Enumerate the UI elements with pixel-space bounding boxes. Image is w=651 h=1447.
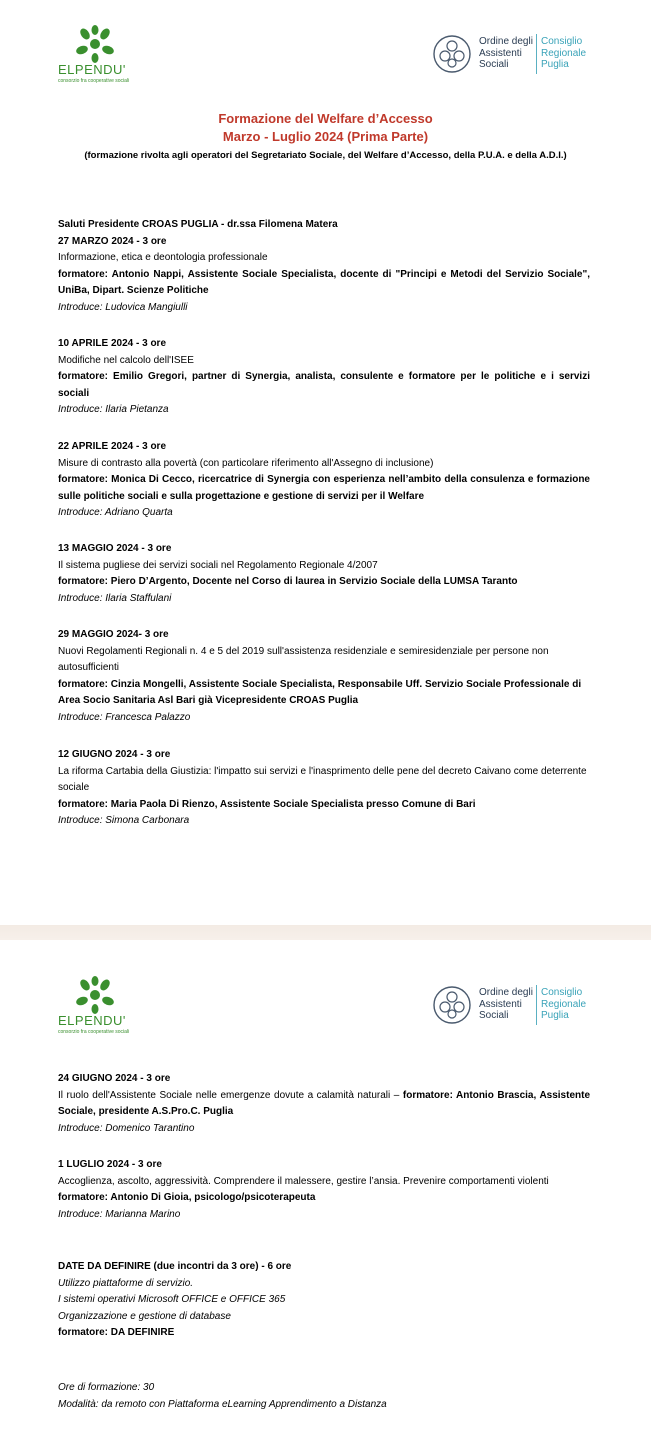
session-date: DATE DA DEFINIRE (due incontri da 3 ore) - 6 ore xyxy=(58,1261,292,1272)
logo-divider xyxy=(536,34,537,74)
ordine-assistenti-sociali-logo xyxy=(432,32,592,82)
page-separator xyxy=(0,925,651,940)
session-topic: Misure di contrasto alla povertà (con particolare riferimento all'Assegno di inclusione) xyxy=(58,457,434,469)
elpendu-logo-tagline: consorzio fra cooperative sociali xyxy=(58,78,130,84)
session-block-6 xyxy=(58,747,590,830)
logo-divider xyxy=(536,985,537,1025)
session-topic: I sistemi operativi Microsoft OFFICE e OFFICE 365 xyxy=(58,1294,286,1306)
document-page-2 xyxy=(0,940,651,1447)
elpendu-logo-tagline: consorzio fra cooperative sociali xyxy=(58,1029,130,1035)
council-line-2: Regionale xyxy=(541,998,587,1010)
session-date: 10 APRILE 2024 - 3 ore xyxy=(58,338,167,349)
session-date: 13 MAGGIO 2024 - 3 ore xyxy=(58,543,172,554)
council-line-3: Puglia xyxy=(541,1010,569,1021)
ordine-assistenti-sociali-logo xyxy=(432,983,592,1033)
document-subtitle: Marzo - Luglio 2024 (Prima Parte) xyxy=(222,129,429,144)
org-line-1: Ordine degli xyxy=(479,36,533,47)
session-topic: Modifiche nel calcolo dell'ISEE xyxy=(58,354,194,366)
session-block-5 xyxy=(58,627,590,727)
session-block-3 xyxy=(58,439,590,522)
elpendu-logo-name: ELPENDU' xyxy=(58,62,126,77)
session-intro: Introduce: Ilaria Pietanza xyxy=(58,404,169,416)
document-footer xyxy=(58,1380,590,1413)
training-mode: Modalità: da remoto con Piattaforma eLearning Apprendimento a Distanza xyxy=(58,1398,387,1410)
session-trainer: formatore: Antonio Nappi, Assistente Sociale Specialista, docente di "Principi e Metodi del Servizio Sociale", UniBa, Dipart. Scienze Politiche xyxy=(58,268,590,297)
session-topic: Utilizzo piattaforme di servizio. xyxy=(58,1277,194,1289)
ordine-seal-icon xyxy=(432,983,472,1027)
org-line-1: Ordine degli xyxy=(479,987,533,998)
session-topic: Accoglienza, ascolto, aggressività. Comprendere il malessere, gestire l’ansia. Prevenire comportamenti violenti xyxy=(58,1175,549,1187)
session-topic: Il sistema pugliese dei servizi sociali nel Regolamento Regionale 4/2007 xyxy=(58,559,378,571)
session-trainer: formatore: Cinzia Mongelli, Assistente Sociale Specialista, Responsabile Uff. Servizio Sociale Professionale di Area Socio Sanitaria Asl Bari già Vicepresidente CROAS Puglia xyxy=(58,678,582,707)
session-intro: Introduce: Domenico Tarantino xyxy=(58,1122,195,1134)
session-trainer: formatore: DA DEFINIRE xyxy=(58,1327,175,1339)
session-block-4 xyxy=(58,541,590,607)
session-trainer: formatore: Antonio Di Gioia, psicologo/psicoterapeuta xyxy=(58,1192,316,1204)
greeting: Saluti Presidente CROAS PUGLIA - dr.ssa Filomena Matera xyxy=(58,219,338,230)
session-topic: La riforma Cartabia della Giustizia: l'impatto sui servizi e l'inasprimento delle pene del decreto Caivano come deterrente sociale xyxy=(58,765,587,794)
session-intro: Introduce: Adriano Quarta xyxy=(58,507,173,519)
session-topic: Informazione, etica e deontologia professionale xyxy=(58,252,268,264)
session-topic: Il ruolo dell'Assistente Sociale nelle emergenze dovute a calamità naturali – xyxy=(58,1089,400,1101)
ordine-seal-icon xyxy=(432,32,472,76)
session-intro: Introduce: Ilaria Staffulani xyxy=(58,592,172,604)
council-line-1: Consiglio xyxy=(541,36,583,47)
session-trainer: formatore: Piero D’Argento, Docente nel Corso di laurea in Servizio Sociale della LUMSA Taranto xyxy=(58,576,518,588)
org-line-2: Assistenti xyxy=(479,998,522,1010)
session-date: 29 MAGGIO 2024- 3 ore xyxy=(58,629,169,640)
elpendu-logo-name: ELPENDU' xyxy=(58,1013,126,1028)
session-date: 22 APRILE 2024 - 3 ore xyxy=(58,441,167,452)
elpendu-logo xyxy=(58,24,148,84)
session-intro: Introduce: Francesca Palazzo xyxy=(58,711,191,723)
session-topic: Organizzazione e gestione di database xyxy=(58,1310,231,1322)
session-trainer: formatore: Monica Di Cecco, ricercatrice di Synergia con esperienza nell’ambito della consulenza e formazione sulle politiche sociali e sulla progettazione e gestione di servizi per il Welfare xyxy=(58,474,590,502)
session-date: 12 GIUGNO 2024 - 3 ore xyxy=(58,749,171,760)
org-line-2: Assistenti xyxy=(479,47,522,59)
council-line-2: Regionale xyxy=(541,47,587,59)
session-block-8 xyxy=(58,1157,590,1223)
document-header xyxy=(0,110,651,161)
elpendu-hands-icon xyxy=(72,975,118,1015)
session-date: 1 LUGLIO 2024 - 3 ore xyxy=(58,1159,162,1170)
session-block-2 xyxy=(58,336,590,419)
session-intro: Introduce: Simona Carbonara xyxy=(58,815,190,827)
elpendu-logo xyxy=(58,975,148,1035)
session-date: 27 MARZO 2024 - 3 ore xyxy=(58,235,167,247)
org-line-3: Sociali xyxy=(479,59,509,70)
session-intro: Introduce: Ludovica Mangiulli xyxy=(58,301,188,313)
document-title: Formazione del Welfare d’Accesso xyxy=(218,111,433,126)
session-intro: Introduce: Marianna Marino xyxy=(58,1208,181,1220)
council-line-1: Consiglio xyxy=(541,987,583,998)
session-date: 24 GIUGNO 2024 - 3 ore xyxy=(58,1073,171,1084)
council-line-3: Puglia xyxy=(541,59,569,70)
session-topic: Nuovi Regolamenti Regionali n. 4 e 5 del 2019 sull'assistenza residenziale e semiresidenziale per persone non autosufficienti xyxy=(58,645,549,674)
org-line-3: Sociali xyxy=(479,1010,509,1021)
elpendu-hands-icon xyxy=(72,24,118,64)
session-block-9 xyxy=(58,1259,590,1342)
document-audience-note: (formazione rivolta agli operatori del Segretariato Sociale, del Welfare d’Accesso, della P.U.A. e della A.D.I.) xyxy=(84,150,567,161)
training-hours: Ore di formazione: 30 xyxy=(58,1382,155,1393)
session-trainer: formatore: Antonio Brascia, Assistente Sociale, presidente A.S.Pro.C. Puglia xyxy=(58,1089,591,1118)
session-trainer: formatore: Emilio Gregori, partner di Synergia, analista, consulente e formatore per le politiche e i servizi sociali xyxy=(58,371,590,399)
session-trainer: formatore: Maria Paola Di Rienzo, Assistente Sociale Specialista presso Comune di Bari xyxy=(58,798,476,810)
session-block-1 xyxy=(58,217,590,317)
session-block-7 xyxy=(58,1071,590,1137)
